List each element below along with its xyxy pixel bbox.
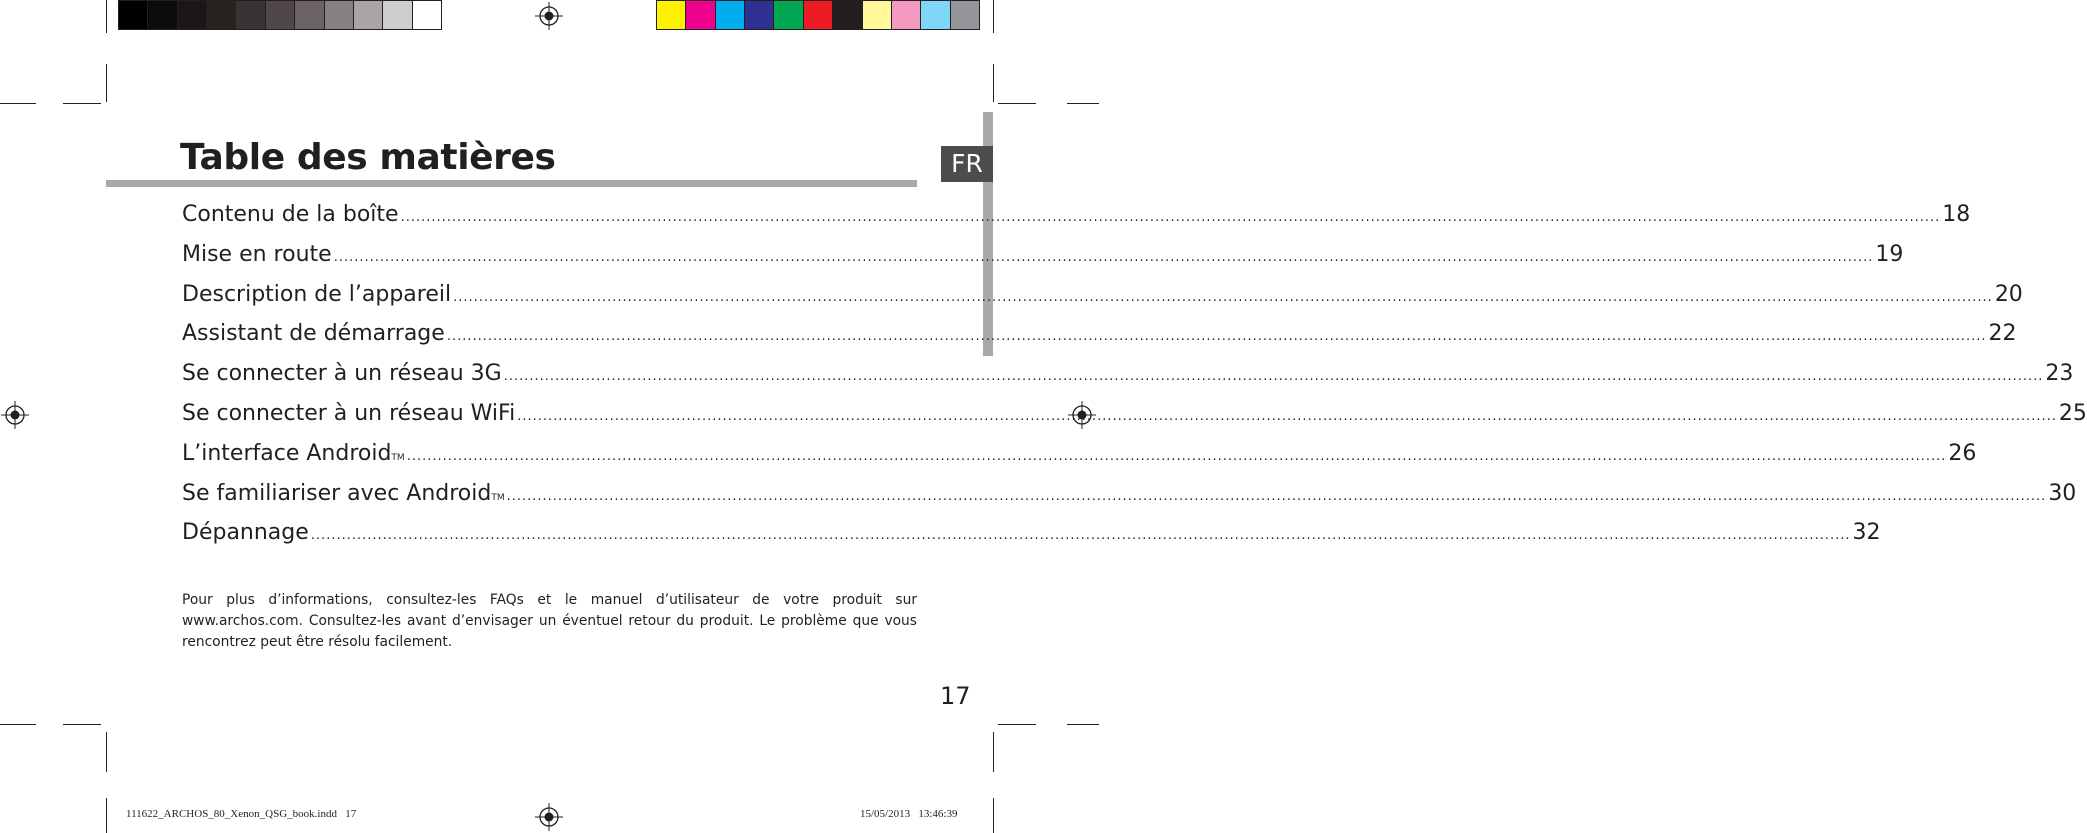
trademark-symbol: TM [391, 452, 405, 463]
toc-entry-label: Assistant de démarrage [182, 321, 445, 347]
toc-entry-page: 25 [2058, 400, 2087, 426]
toc-entry-label: Dépannage [182, 520, 309, 546]
crop-mark [106, 64, 107, 102]
toc-entry-label: L’interface Android [182, 440, 392, 466]
toc-dot-leader: ............................................................................................................................................................................................................................................................................................................ [503, 369, 2044, 385]
crop-mark [106, 0, 107, 33]
toc-entry[interactable] [182, 321, 2017, 361]
toc-dot-leader: ............................................................................................................................................................................................................................................................................................................ [506, 488, 2047, 504]
toc-entry-page: 20 [1994, 281, 2023, 307]
toc-entry[interactable] [182, 241, 1904, 282]
toc-entry-page: 32 [1852, 520, 1881, 546]
registration-mark-icon [535, 803, 563, 831]
color-swatch [863, 1, 892, 29]
toc-dot-leader: ............................................................................................................................................................................................................................................................................................................ [453, 289, 1993, 305]
toc-entry[interactable] [182, 361, 2074, 401]
language-tab: FR [941, 146, 993, 182]
color-swatch [745, 1, 774, 29]
grayscale-color-bar [118, 0, 442, 30]
crop-mark [63, 103, 101, 104]
color-swatch [236, 1, 265, 29]
toc-entry-label: Se familiariser avec Android [182, 480, 492, 506]
trademark-symbol: TM [491, 492, 505, 503]
crop-mark [106, 732, 107, 772]
crop-mark [993, 0, 994, 33]
toc-entry-page: 18 [1942, 202, 1971, 227]
color-swatch [804, 1, 833, 29]
toc-entry-label: Se connecter à un réseau WiFi [182, 400, 516, 426]
color-swatch [354, 1, 383, 29]
toc-dot-leader: ............................................................................................................................................................................................................................................................................................................ [406, 448, 1947, 464]
title-underline [106, 180, 917, 187]
crop-mark [998, 103, 1036, 104]
color-swatch [892, 1, 921, 29]
toc-dot-leader: ............................................................................................................................................................................................................................................................................................................ [517, 408, 2057, 424]
color-swatch [266, 1, 295, 29]
color-swatch [207, 1, 236, 29]
color-swatch [686, 1, 715, 29]
toc-entry[interactable] [182, 400, 2087, 441]
table-of-contents [182, 202, 2087, 560]
color-swatch [951, 1, 979, 29]
color-swatch [325, 1, 354, 29]
toc-entry-label: Se connecter à un réseau 3G [182, 361, 502, 387]
crop-mark [1067, 103, 1099, 104]
crop-mark [998, 724, 1036, 725]
toc-entry-label: Description de l’appareil [182, 281, 452, 307]
crop-mark [993, 64, 994, 102]
slug-datetime: 15/05/2013 13:46:39 [860, 808, 958, 820]
registration-mark-icon [535, 2, 563, 30]
color-swatch [774, 1, 803, 29]
crop-mark [106, 798, 107, 833]
toc-dot-leader: ............................................................................................................................................................................................................................................................................................................ [333, 249, 1874, 265]
crop-mark [0, 103, 36, 104]
toc-entry[interactable] [182, 202, 1971, 242]
color-swatch [148, 1, 177, 29]
process-color-bar [656, 0, 980, 30]
crop-mark [993, 798, 994, 833]
toc-entry[interactable] [182, 480, 2077, 521]
toc-entry-label: Contenu de la boîte [182, 202, 399, 227]
color-swatch [383, 1, 412, 29]
toc-entry-page: 30 [2048, 480, 2077, 506]
crop-mark [993, 732, 994, 772]
page-number: 17 [940, 682, 971, 710]
color-swatch [119, 1, 148, 29]
toc-entry[interactable] [182, 440, 1977, 481]
toc-entry-page: 19 [1875, 241, 1904, 267]
toc-entry[interactable] [182, 520, 1881, 560]
toc-entry-page: 23 [2045, 361, 2074, 387]
toc-dot-leader: ............................................................................................................................................................................................................................................................................................................ [310, 528, 1851, 544]
info-paragraph: Pour plus d’informations, consultez-les FAQs et le manuel d’utilisateur de votre produit sur www.archos.com. Consultez-les avant d’envisager un éventuel retour du produit. Le problème que vous rencontrez peut être résolu facilement. [182, 592, 917, 650]
toc-entry-page: 22 [1988, 321, 2017, 347]
color-swatch [921, 1, 950, 29]
color-swatch [716, 1, 745, 29]
registration-mark-icon [1, 401, 29, 429]
color-swatch [657, 1, 686, 29]
toc-dot-leader: ............................................................................................................................................................................................................................................................................................................ [400, 210, 1941, 225]
slug-filename: 111622_ARCHOS_80_Xenon_QSG_book.indd 17 [126, 808, 357, 820]
color-swatch [413, 1, 441, 29]
toc-entry-page: 26 [1948, 440, 1977, 466]
crop-mark [63, 724, 101, 725]
color-swatch [178, 1, 207, 29]
page-title: Table des matières [180, 137, 556, 178]
color-swatch [833, 1, 862, 29]
crop-mark [0, 724, 36, 725]
toc-entry[interactable] [182, 281, 2023, 322]
toc-dot-leader: ............................................................................................................................................................................................................................................................................................................ [446, 329, 1987, 345]
color-swatch [295, 1, 324, 29]
toc-entry-label: Mise en route [182, 241, 332, 267]
crop-mark [1067, 724, 1099, 725]
